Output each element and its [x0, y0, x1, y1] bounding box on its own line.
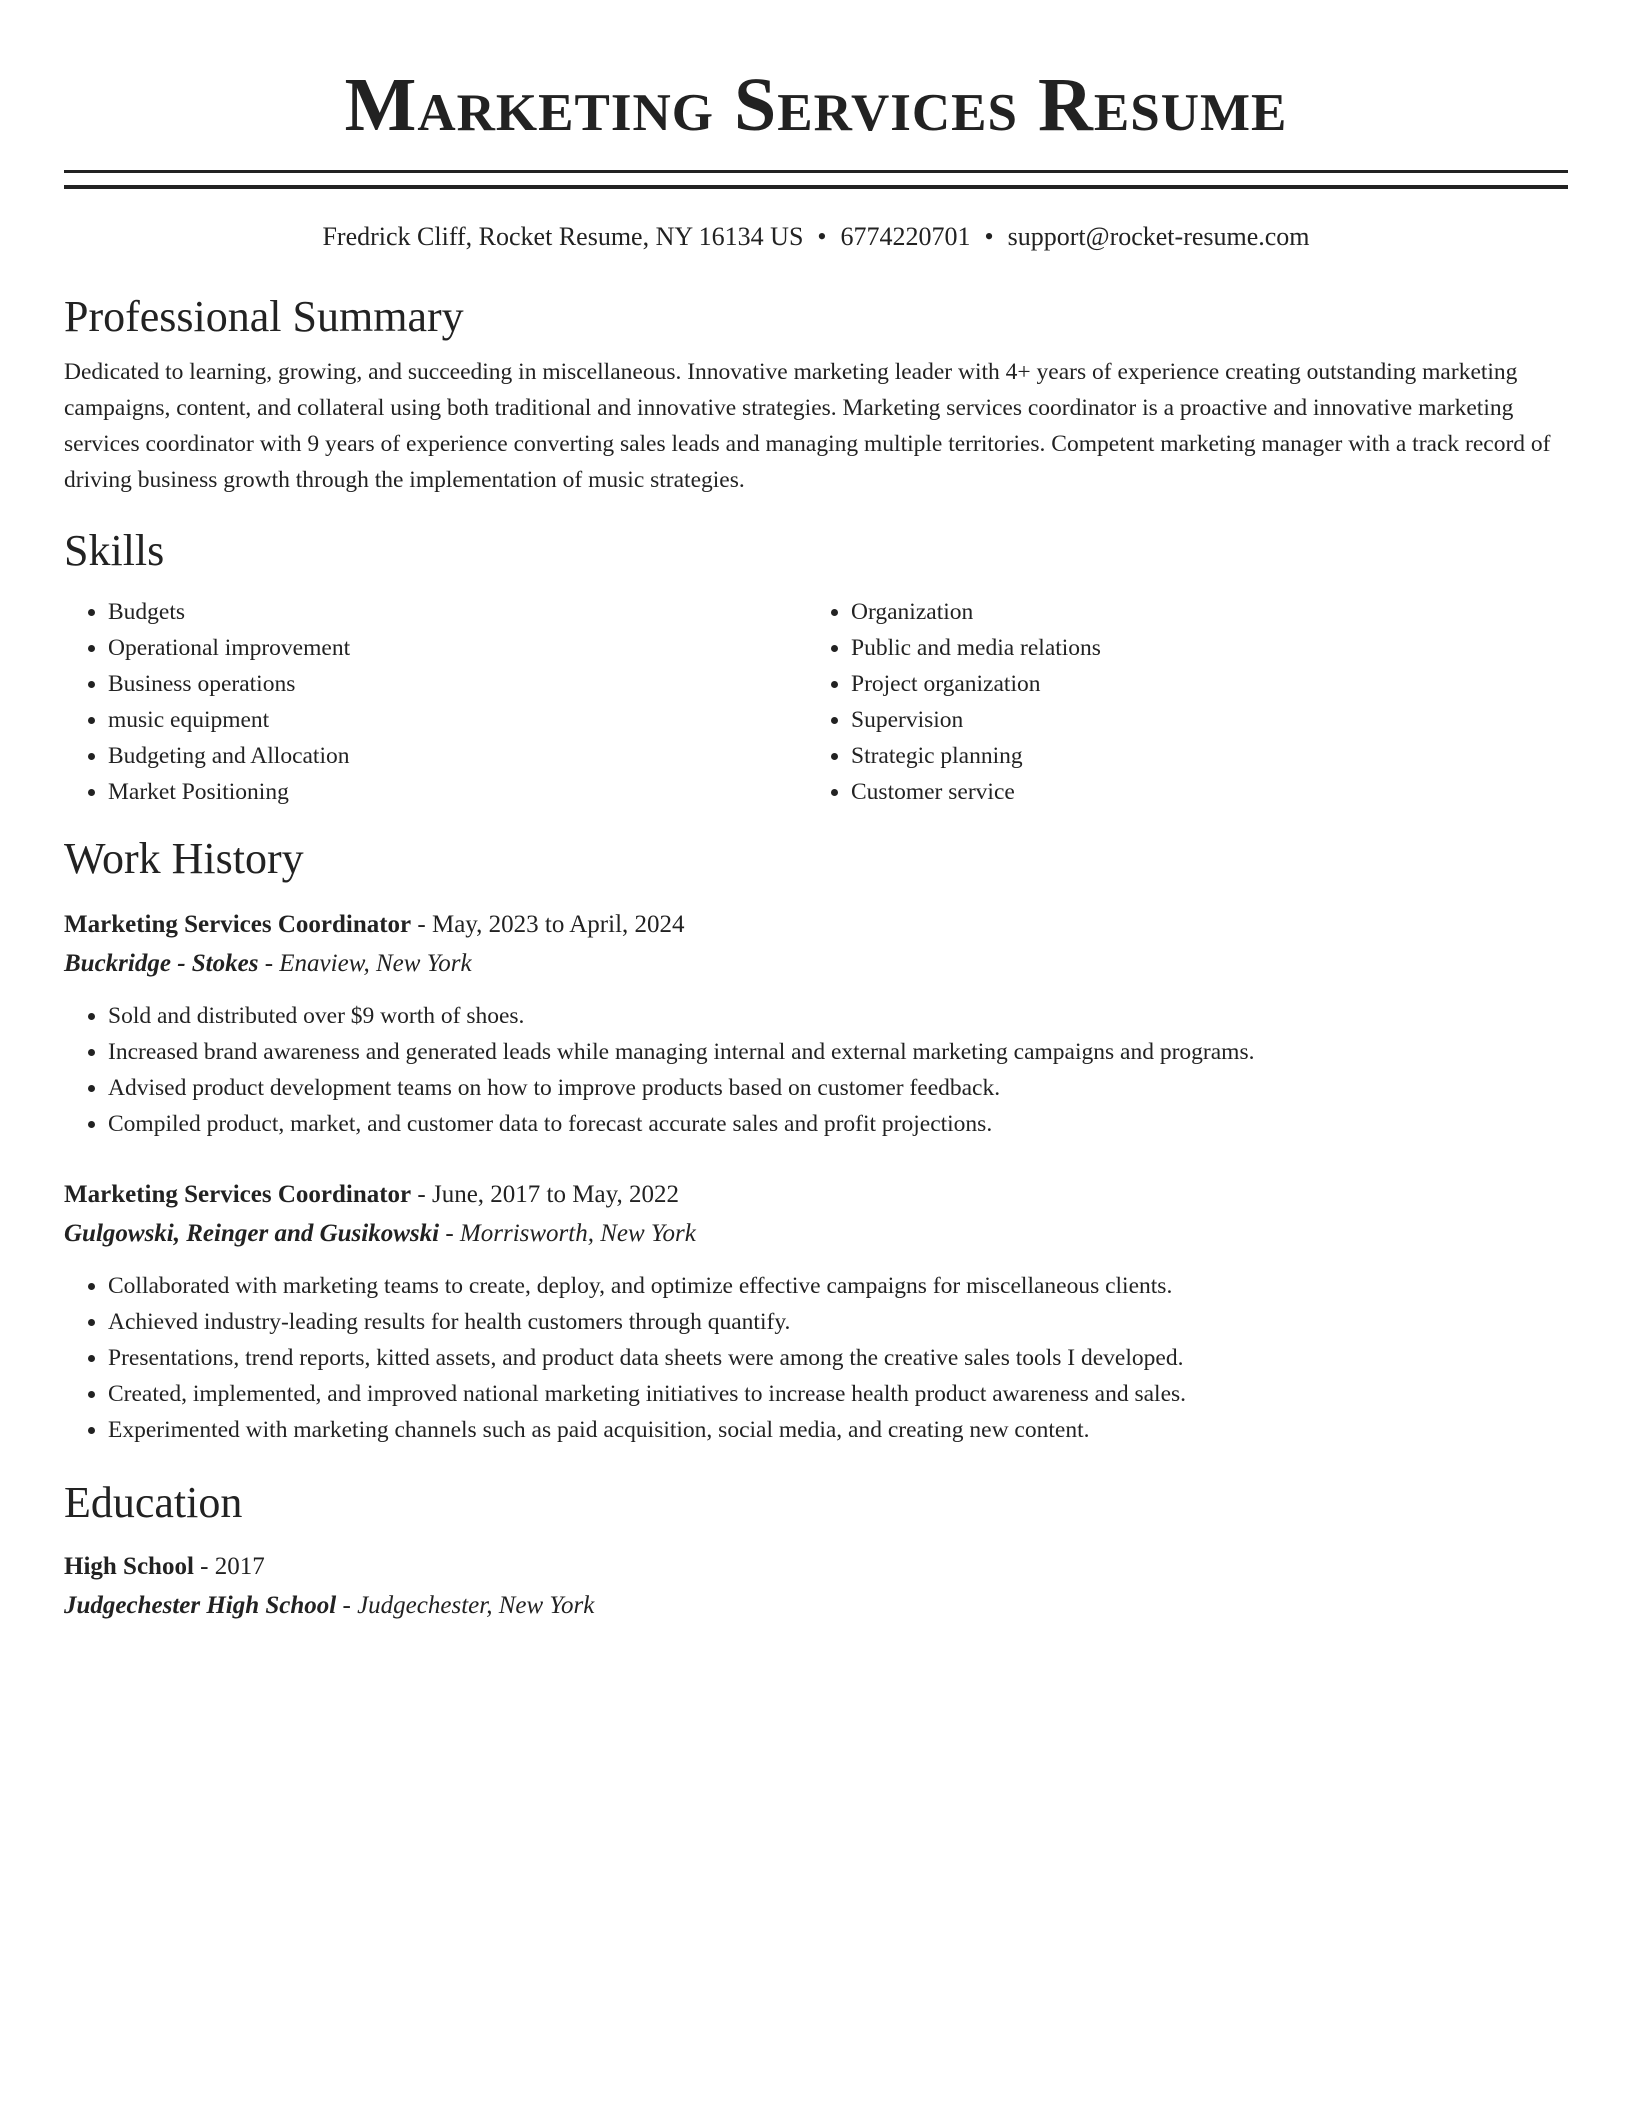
job-location: - Enaview, New York	[258, 950, 472, 977]
job-header	[64, 1176, 1568, 1214]
summary-text: Dedicated to learning, growing, and succeeding in miscellaneous. Innovative marketing leader with 4+ years of experience creating outstanding marketing campaigns, content, and collateral using both traditional and innovative strategies. Marketing services coordinator is a proactive and innovative marketing services coordinator with 9 years of experience converting sales leads and managing multiple territories. Competent marketing manager with a track record of driving business growth through the implementation of music strategies.	[64, 359, 1551, 493]
job-header	[64, 906, 1568, 944]
skill-item: • Budgeting and Allocation	[108, 738, 807, 774]
contact-line	[64, 221, 1568, 253]
job-employer	[64, 944, 1568, 984]
skill-item: • Business operations	[108, 666, 807, 702]
job-company: Buckridge - Stokes	[64, 950, 259, 977]
job-bullet: • Compiled product, market, and customer data to forecast accurate sales and profit projections.	[108, 1106, 1568, 1142]
job-bullet: • Presentations, trend reports, kitted assets, and product data sheets were among the creative sales tools I developed.	[108, 1340, 1568, 1376]
skill-item: • Strategic planning	[851, 738, 1550, 774]
contact-separator: •	[984, 222, 994, 251]
section-heading-work-history: Work History	[64, 834, 304, 883]
education-institution	[64, 1586, 1568, 1626]
job-bullets	[64, 1268, 1568, 1448]
job-bullet: • Experimented with marketing channels such as paid acquisition, social media, and creating new content.	[108, 1412, 1568, 1448]
education-header	[64, 1548, 1568, 1586]
job-employer	[64, 1214, 1568, 1254]
skills-column-right	[807, 594, 1550, 810]
job-bullet: • Collaborated with marketing teams to create, deploy, and optimize effective campaigns for miscellaneous clients.	[108, 1268, 1568, 1304]
job-bullets	[64, 998, 1568, 1142]
job-location: - Morrisworth, New York	[439, 1220, 696, 1247]
skill-item: • Supervision	[851, 702, 1550, 738]
section-heading-education: Education	[64, 1478, 243, 1527]
contact-address: Fredrick Cliff, Rocket Resume, NY 16134 US	[322, 222, 804, 251]
education-school: Judgechester High School	[64, 1592, 337, 1619]
skill-item: • music equipment	[108, 702, 807, 738]
skill-item: • Operational improvement	[108, 630, 807, 666]
section-heading-summary: Professional Summary	[64, 292, 464, 341]
skills-column-left	[64, 594, 807, 810]
education-year: - 2017	[193, 1553, 265, 1580]
skill-item: • Organization	[851, 594, 1550, 630]
title-double-rule	[64, 170, 1568, 189]
job-dates: - June, 2017 to May, 2022	[411, 1181, 679, 1208]
resume-title: Marketing Services Resume	[344, 63, 1288, 147]
skill-item: • Customer service	[851, 774, 1550, 810]
job-company: Gulgowski, Reinger and Gusikowski	[64, 1220, 440, 1247]
education-degree: High School	[64, 1553, 194, 1580]
skill-item: • Budgets	[108, 594, 807, 630]
job-bullet: • Achieved industry-leading results for health customers through quantify.	[108, 1304, 1568, 1340]
section-heading-skills: Skills	[64, 526, 165, 575]
skill-item: • Project organization	[851, 666, 1550, 702]
contact-phone: 6774220701	[840, 222, 971, 251]
job-bullet: • Increased brand awareness and generated leads while managing internal and external marketing campaigns and programs.	[108, 1034, 1568, 1070]
job-bullet: • Advised product development teams on how to improve products based on customer feedback.	[108, 1070, 1568, 1106]
contact-email: support@rocket-resume.com	[1007, 222, 1310, 251]
skills-list	[64, 594, 1568, 810]
job-bullet: • Sold and distributed over $9 worth of shoes.	[108, 998, 1568, 1034]
education-location: - Judgechester, New York	[336, 1592, 595, 1619]
job-title: Marketing Services Coordinator	[64, 1181, 412, 1208]
skill-item: • Market Positioning	[108, 774, 807, 810]
job-title: Marketing Services Coordinator	[64, 911, 412, 938]
job-bullet: • Created, implemented, and improved national marketing initiatives to increase health product awareness and sales.	[108, 1376, 1568, 1412]
job-dates: - May, 2023 to April, 2024	[411, 911, 685, 938]
skill-item: • Public and media relations	[851, 630, 1550, 666]
contact-separator: •	[817, 222, 827, 251]
